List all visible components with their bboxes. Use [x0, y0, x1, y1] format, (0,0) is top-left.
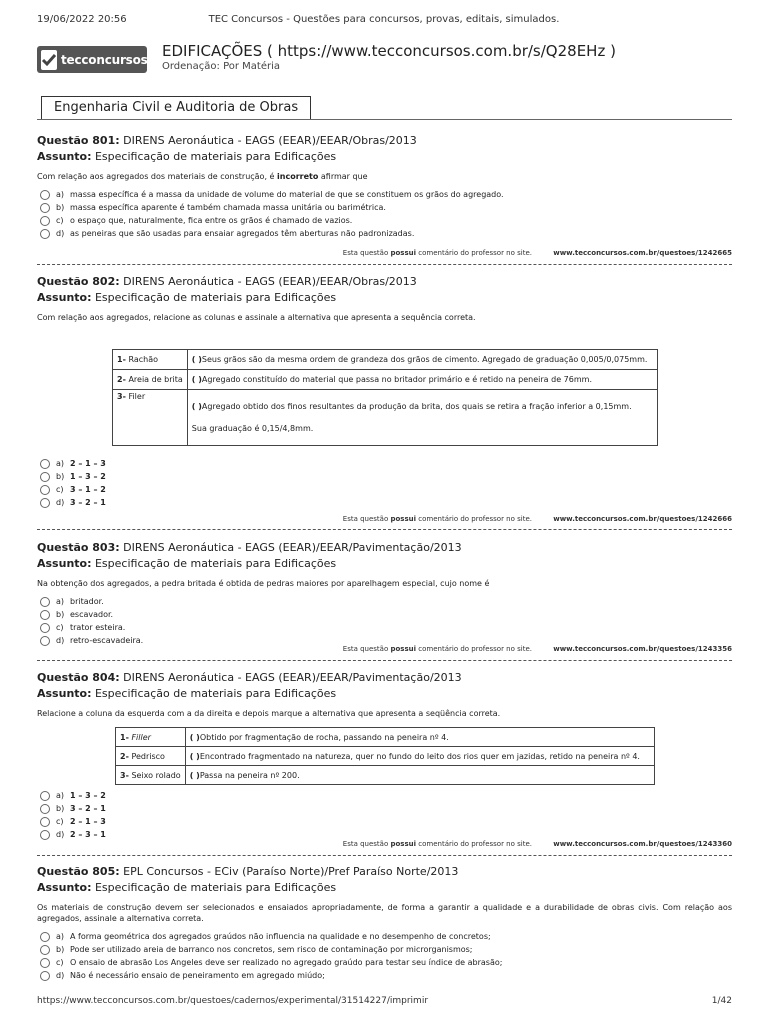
subject-label: Assunto: — [37, 291, 92, 304]
question-number: Questão 802: — [37, 275, 120, 288]
subject-text: Especificação de materiais para Edificações — [94, 291, 337, 304]
radio-icon[interactable] — [40, 971, 50, 981]
option-a[interactable]: a) A forma geométrica dos agregados graúdos não influencia na qualidade e no desempenho de concretos; — [37, 930, 732, 943]
question-text: Os materiais de construção devem ser selecionados e ensaiados apropriadamente, de forma a garantir a qualidade e a durabilidade de obras civis. Com relação aos agregados, assinale a alternativa correta. — [37, 903, 732, 923]
question-header — [37, 133, 732, 149]
radio-icon[interactable] — [40, 791, 50, 801]
option-b[interactable]: b) 3 – 2 – 1 — [37, 802, 732, 815]
question-link[interactable]: www.tecconcursos.com.br/questoes/1243360 — [553, 840, 732, 848]
question-803 — [37, 540, 732, 647]
subject-label: Assunto: — [37, 557, 92, 570]
radio-icon[interactable] — [40, 610, 50, 620]
question-source: EPL Concursos - ECiv (Paraíso Norte)/Pref Paraíso Norte/2013 — [123, 865, 459, 878]
subject-text: Especificação de materiais para Edificações — [94, 881, 337, 894]
print-footer — [37, 996, 732, 1006]
question-link[interactable]: www.tecconcursos.com.br/questoes/1242665 — [553, 249, 732, 257]
question-number: Questão 804: — [37, 671, 120, 684]
question-footer — [37, 249, 732, 261]
table-row: 2- Pedrisco ( )Encontrado fragmentado na natureza, quer no fundo do leito dos rios quer em jazidas, retido na peneira nº 4. — [116, 747, 655, 766]
radio-icon[interactable] — [40, 229, 50, 239]
option-a[interactable]: a) britador. — [37, 595, 732, 608]
radio-icon[interactable] — [40, 958, 50, 968]
question-footer — [37, 515, 732, 527]
subject-text: Especificação de materiais para Edificações — [94, 150, 337, 163]
question-subject — [37, 556, 732, 572]
question-text: Relacione a coluna da esquerda com a da direita e depois marque a alternativa que apresenta a seqüência correta. — [37, 709, 501, 718]
section-tab: Engenharia Civil e Auditoria de Obras — [41, 96, 311, 119]
question-source: DIRENS Aeronáutica - EAGS (EEAR)/EEAR/Pavimentação/2013 — [123, 671, 462, 684]
option-c[interactable]: c) 3 – 1 – 2 — [37, 483, 732, 496]
option-b[interactable]: b) escavador. — [37, 608, 732, 621]
subject-text: Especificação de materiais para Edificações — [94, 687, 337, 700]
question-number: Questão 805: — [37, 865, 120, 878]
question-802-options — [37, 457, 732, 509]
option-c[interactable]: c) trator esteira. — [37, 621, 732, 634]
radio-icon[interactable] — [40, 597, 50, 607]
radio-icon[interactable] — [40, 817, 50, 827]
dashed-separator — [37, 264, 732, 265]
question-804-options — [37, 789, 732, 841]
question-text: Com relação aos agregados, relacione as colunas e assinale a alternativa que apresenta a sequência correta. — [37, 313, 476, 322]
relation-table — [112, 349, 658, 446]
options-list — [37, 930, 732, 982]
radio-icon[interactable] — [40, 485, 50, 495]
radio-icon[interactable] — [40, 498, 50, 508]
radio-icon[interactable] — [40, 459, 50, 469]
question-number: Questão 803: — [37, 541, 120, 554]
tecconcursos-logo[interactable] — [37, 46, 147, 73]
question-text: Na obtenção dos agregados, a pedra britada é obtida de pedras maiores por aparelhagem especial, cujo nome é — [37, 579, 490, 588]
question-header — [37, 670, 732, 686]
radio-icon[interactable] — [40, 190, 50, 200]
radio-icon[interactable] — [40, 636, 50, 646]
question-header — [37, 274, 732, 290]
table-row: 3- Filer ( )Agregado obtido dos finos resultantes da produção da brita, dos quais se retira a fração inferior a 0,15mm. Sua graduação é 0,15/4,8mm. — [113, 390, 658, 446]
question-subject — [37, 149, 732, 165]
question-801 — [37, 133, 732, 240]
question-text: Com relação aos agregados dos materiais de construção, é incorreto afirmar que — [37, 172, 368, 181]
table-row: 1- Filler ( )Obtido por fragmentação de rocha, passando na peneira nº 4. — [116, 728, 655, 747]
question-footer — [37, 840, 732, 852]
subject-label: Assunto: — [37, 687, 92, 700]
option-a[interactable]: a) massa específica é a massa da unidade de volume do material de que se constituem os grãos do agregado. — [37, 188, 732, 201]
option-c[interactable]: c) o espaço que, naturalmente, fica entre os grãos é chamado de vazios. — [37, 214, 732, 227]
table-row: 1- Rachão ( )Seus grãos são da mesma ordem de grandeza dos grãos de cimento. Agregado de graduação 0,005/0,075mm. — [113, 350, 658, 370]
radio-icon[interactable] — [40, 932, 50, 942]
option-b[interactable]: b) 1 – 3 – 2 — [37, 470, 732, 483]
section-divider — [37, 119, 732, 120]
options-list — [37, 188, 732, 240]
radio-icon[interactable] — [40, 804, 50, 814]
question-header — [37, 540, 732, 556]
question-footer — [37, 645, 732, 657]
option-d[interactable]: d) 3 – 2 – 1 — [37, 496, 732, 509]
options-list — [37, 595, 732, 647]
option-b[interactable]: b) Pode ser utilizado areia de barranco nos concretos, sem risco de contaminação por microrganismos; — [37, 943, 732, 956]
option-a[interactable]: a) 1 – 3 – 2 — [37, 789, 732, 802]
question-subject — [37, 880, 732, 896]
option-c[interactable]: c) O ensaio de abrasão Los Angeles deve ser realizado no agregado graúdo para testar seu índice de abrasão; — [37, 956, 732, 969]
question-link[interactable]: www.tecconcursos.com.br/questoes/1242666 — [553, 515, 732, 523]
ordering-label: Ordenação: Por Matéria — [162, 61, 280, 72]
option-d[interactable]: d) 2 – 3 – 1 — [37, 828, 732, 841]
question-source: DIRENS Aeronáutica - EAGS (EEAR)/EEAR/Obras/2013 — [123, 134, 417, 147]
print-url[interactable]: https://www.tecconcursos.com.br/questoes/cadernos/experimental/31514227/imprimir — [37, 996, 429, 1006]
question-subject — [37, 686, 732, 702]
table-row: 2- Areia de brita ( )Agregado constituído do material que passa no britador primário e é retido na peneira de 76mm. — [113, 370, 658, 390]
subject-label: Assunto: — [37, 150, 92, 163]
radio-icon[interactable] — [40, 623, 50, 633]
question-805 — [37, 864, 732, 982]
page-number: 1/42 — [711, 996, 732, 1006]
dashed-separator — [37, 660, 732, 661]
dashed-separator — [37, 855, 732, 856]
option-d[interactable]: d) as peneiras que são usadas para ensaiar agregados têm aberturas não padronizadas. — [37, 227, 732, 240]
dashed-separator — [37, 529, 732, 530]
radio-icon[interactable] — [40, 945, 50, 955]
option-b[interactable]: b) massa específica aparente é também chamada massa unitária ou barimétrica. — [37, 201, 732, 214]
comment-note: Esta questão possui comentário do professor no site. — [342, 249, 532, 257]
checkmark-icon — [41, 50, 57, 70]
table-row: 3- Seixo rolado ( )Passa na peneira nº 200. — [116, 766, 655, 785]
question-link[interactable]: www.tecconcursos.com.br/questoes/1243356 — [553, 645, 732, 653]
question-source: DIRENS Aeronáutica - EAGS (EEAR)/EEAR/Pavimentação/2013 — [123, 541, 462, 554]
logo-text: tecconcursos — [61, 52, 148, 67]
subject-label: Assunto: — [37, 881, 92, 894]
radio-icon[interactable] — [40, 216, 50, 226]
question-804 — [37, 670, 732, 719]
print-title: TEC Concursos - Questões para concursos, provas, editais, simulados. — [208, 14, 560, 25]
relation-table — [115, 727, 655, 785]
question-number: Questão 801: — [37, 134, 120, 147]
question-source: DIRENS Aeronáutica - EAGS (EEAR)/EEAR/Obras/2013 — [123, 275, 417, 288]
comment-note: Esta questão possui comentário do professor no site. — [342, 515, 532, 523]
question-header — [37, 864, 732, 880]
radio-icon[interactable] — [40, 472, 50, 482]
comment-note: Esta questão possui comentário do professor no site. — [342, 840, 532, 848]
option-c[interactable]: c) 2 – 1 – 3 — [37, 815, 732, 828]
option-a[interactable]: a) 2 – 1 – 3 — [37, 457, 732, 470]
question-802 — [37, 274, 732, 323]
radio-icon[interactable] — [40, 830, 50, 840]
option-d[interactable]: d) Não é necessário ensaio de peneiramento em agregado miúdo; — [37, 969, 732, 982]
option-d[interactable]: d) retro-escavadeira. — [37, 634, 732, 647]
print-datetime: 19/06/2022 20:56 — [37, 14, 127, 25]
radio-icon[interactable] — [40, 203, 50, 213]
question-subject — [37, 290, 732, 306]
subject-text: Especificação de materiais para Edificações — [94, 557, 337, 570]
document-title: EDIFICAÇÕES ( https://www.tecconcursos.com.br/s/Q28EHz ) — [162, 42, 616, 60]
comment-note: Esta questão possui comentário do professor no site. — [342, 645, 532, 653]
